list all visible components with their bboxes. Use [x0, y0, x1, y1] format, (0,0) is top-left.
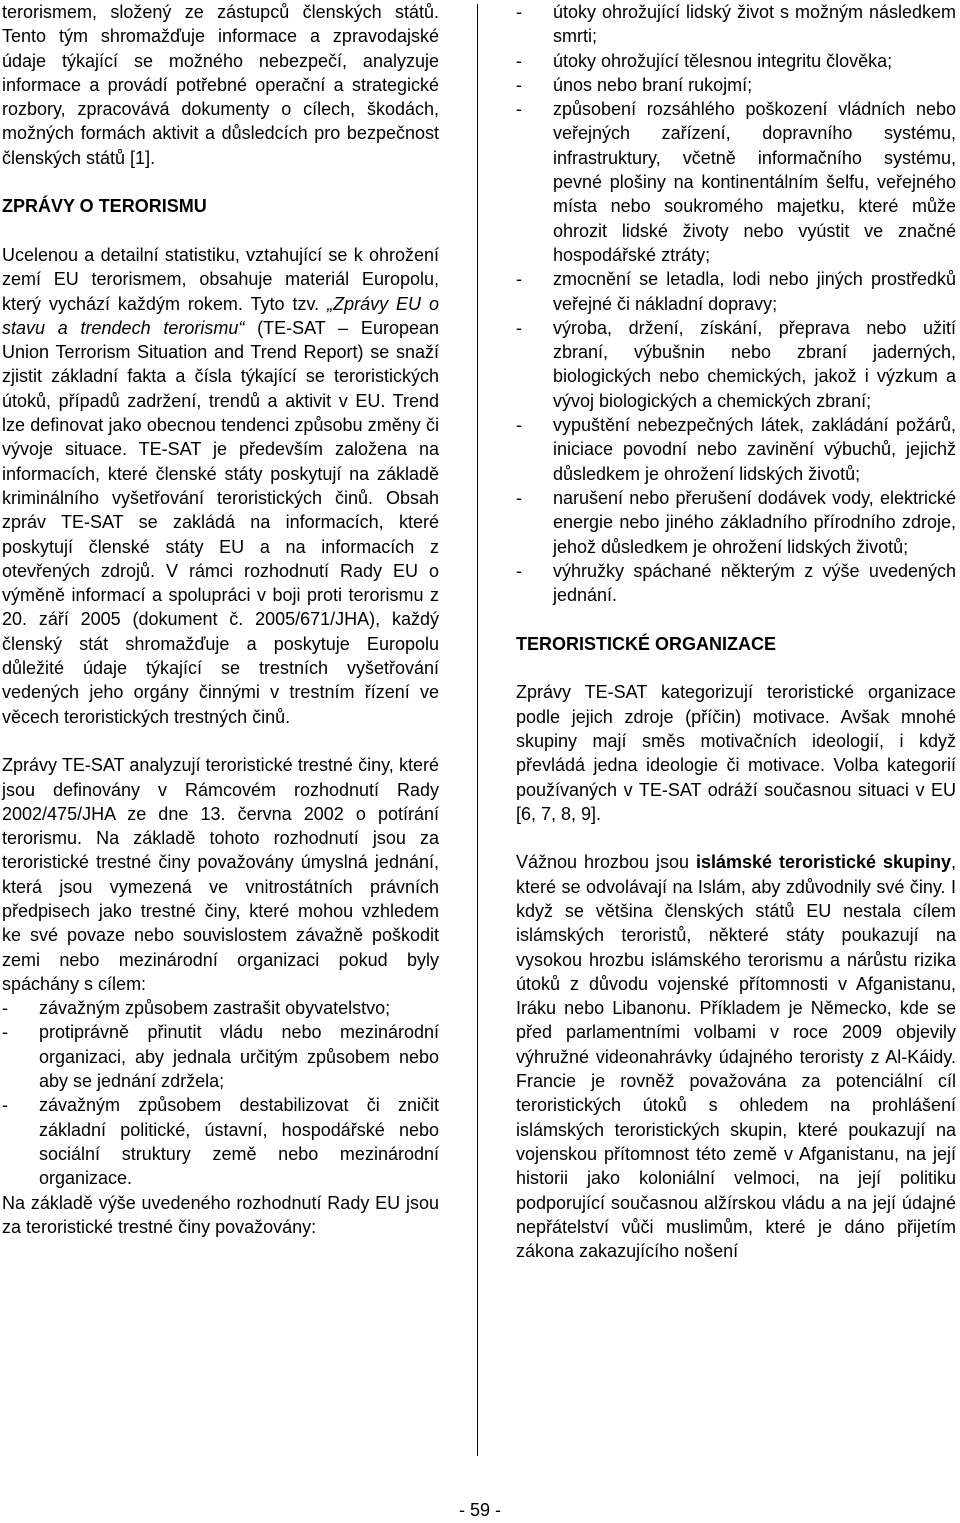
list-item: - útoky ohrožující lidský život s možným následkem smrti;	[516, 0, 956, 49]
islamic-text-before: Vážnou hrozbou jsou	[516, 852, 696, 873]
aims-list	[2, 996, 439, 1190]
list-item: - zmocnění se letadla, lodi nebo jiných prostředků veřejné či nákladní dopravy;	[516, 267, 956, 316]
list-item: - výroba, držení, získání, přeprava nebo užití zbraní, výbušnin nebo zbraní jaderných, biologických nebo chemických, jakož i výzkum a vývoj biologických a chemických zbraní;	[516, 316, 956, 413]
tesat-paragraph	[2, 243, 439, 729]
intro-paragraph: terorismem, složený ze zástupců členských států. Tento tým shromažďuje informace a zpravodajské údaje týkající se možného nebezpečí, analyzuje informace a provádí potřebné operační a strategické rozbory, zpracovává dokumenty o cílech, škodách, možných formách aktivit a důsledcích pro bezpečnost členských států [1].	[2, 2, 439, 168]
list-item: - protiprávně přinutit vládu nebo mezinárodní organizaci, aby jednala určitým způsobem nebo aby se jednání zdržela;	[2, 1020, 439, 1093]
section-heading-organizations: TERORISTICKÉ ORGANIZACE	[516, 633, 777, 654]
list-item: - závažným způsobem destabilizovat či zničit základní politické, ústavní, hospodářské nebo sociální struktury země nebo mezinárodní organizace.	[2, 1093, 439, 1190]
islamic-groups-bold: islámské teroristické skupiny	[695, 852, 951, 873]
islamic-text-after: , které se odvolávají na Islám, aby zdůvodnily své činy. I když se většina členských států EU nestala cílem islámských teroristů, některé státy poukazují na vysokou hrozbu islámského terorismu a nárůstu rizika útoků z důvodu vojenské přítomnosti v Afganistanu, Iráku nebo Libanonu. Příkladem je Německo, kde se před parlamentními volbami v roce 2009 objevily výhružné videonahrávky údajného teroristy z Al-Káidy. Francie je rovněž považována za potenciální cíl teroristických útoků s ohledem na prohlášení islámských teroristických skupin, které poukazují na vojenskou přítomnost této země v Afganistanu, na její historii jako koloniální velmoci, na její politiku podporující současnou alžírskou vládu a na její údajné nepřátelství vůči muslimům, které je dáno přijetím zákona zakazujícího nošení	[516, 852, 956, 1262]
right-column	[516, 0, 956, 1263]
tesat-text-after: (TE-SAT – European Union Terrorism Situation and Trend Report) se snaží zjistit základní fakta a čísla týkající se teroristických útoků, případů zadržení, trendů a aktivit v EU. Trend lze definovat jako obecnou tendenci způsobu změny či vývoje situace. TE-SAT je především založena na informacích, které členské státy poskytují na základě kriminálního vyšetřování teroristických činů. Obsah zpráv TE-SAT se zakládá na informacích, které poskytují členské státy EU a na informacích z otevřených zdrojů. V rámci rozhodnutí Rady EU o výměně informací a spolupráci v boji proti terorismu z 20. září 2005 (dokument č. 2005/671/JHA), každý členský stát shromažďuje a poskytuje Europolu důležité údaje týkající se trestních vyšetřování vedených jeho orgány činnými v trestním řízení ve věcech teroristických trestných činů.	[2, 317, 439, 727]
list-item: - vypuštění nebezpečných látek, zakládání požárů, iniciace povodní nebo zavinění výbuchů, jejichž důsledkem je ohrožení lidských životů;	[516, 413, 956, 486]
list-item: - útoky ohrožující tělesnou integritu člověka;	[516, 49, 956, 73]
acts-list	[516, 0, 956, 607]
tesat-text-before: Ucelenou a detailní statistiku, vztahující se k ohrožení zemí EU terorismem, obsahuje materiál Europolu, který vychází každým rokem. Tyto tzv.	[2, 244, 439, 314]
list-item: - narušení nebo přerušení dodávek vody, elektrické energie nebo jiného základního přírodního zdroje, jehož důsledkem je ohrožení lidských životů;	[516, 486, 956, 559]
islamic-groups-paragraph	[516, 850, 956, 1263]
section-heading-reports: ZPRÁVY O TERORISMU	[2, 196, 207, 217]
column-divider	[477, 4, 478, 1456]
list-item: - způsobení rozsáhlého poškození vládních nebo veřejných zařízení, dopravního systému, infrastruktury, včetně informačního systému, pevné plošiny na kontinentálním šelfu, veřejného místa nebo soukromého majetku, které může ohrozit lidské životy nebo vyústit ve značné hospodářské ztráty;	[516, 97, 956, 267]
page-number: - 59 -	[458, 1500, 501, 1520]
framework-paragraph: Zprávy TE-SAT analyzují teroristické trestné činy, které jsou definovány v Rámcovém rozhodnutí Rady 2002/475/JHA ze dne 13. června 2002 o potírání terorismu. Na základě tohoto rozhodnutí jsou za teroristické trestné činy považovány úmyslná jednání, která jsou vymezená ve vnitrostátních právních předpisech jako trestné činy, které mohou vzhledem ke své povaze nebo souvislostem závažně poškodit zemi nebo mezinárodní organizaci pokud byly spáchány s cílem:	[2, 755, 439, 994]
list-item: - únos nebo braní rukojmí;	[516, 73, 956, 97]
tesat-title-italic: „Zprávy EU o stavu a trendech terorismu“	[2, 293, 439, 338]
left-column	[2, 0, 439, 1239]
list-item: - závažným způsobem zastrašit obyvatelstvo;	[2, 996, 439, 1020]
closing-paragraph: Na základě výše uvedeného rozhodnutí Rady EU jsou za teroristické trestné činy považovány:	[2, 1192, 439, 1237]
categories-paragraph: Zprávy TE-SAT kategorizují teroristické organizace podle jejich zdroje (příčin) motivace. Avšak mnohé skupiny mají směs motivačních ideologií, i když převládá jedna ideologie či motivace. Volba kategorií používaných v TE-SAT odráží současnou situaci v EU [6, 7, 8, 9].	[516, 682, 956, 824]
list-item: - výhružky spáchané některým z výše uvedených jednání.	[516, 559, 956, 608]
